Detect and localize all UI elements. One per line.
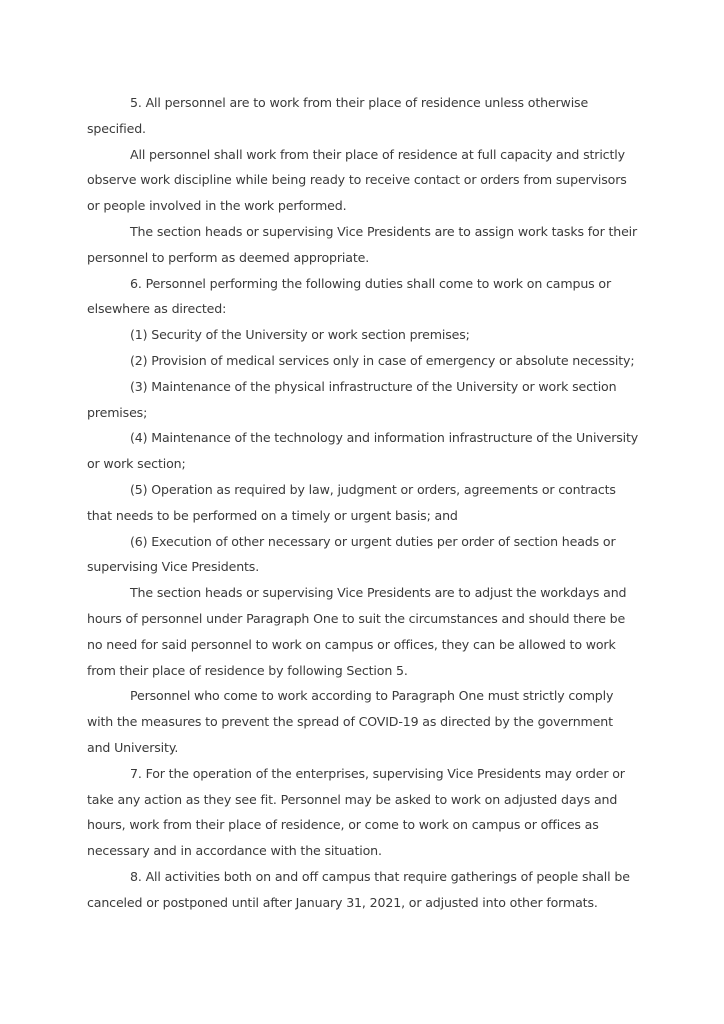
section-6-covid-measures-paragraph: Personnel who come to work according to Paragraph One must strictly comply with the measures to prevent the spread of COVID-19 as directed by the government and University. — [87, 688, 614, 755]
section-8-paragraph: 8. All activities both on and off campus that require gatherings of people shall be canceled or postponed until after January 31, 2021, or adjusted into other formats. — [87, 868, 630, 910]
duty-item-1: (1) Security of the University or work section premises; — [130, 327, 470, 343]
section-5-assign-tasks-paragraph: The section heads or supervising Vice Presidents are to assign work tasks for their personnel to perform as deemed appropriate. — [87, 223, 638, 265]
duty-item-4: (4) Maintenance of the technology and information infrastructure of the University or work section; — [87, 430, 639, 472]
duty-item-5: (5) Operation as required by law, judgment or orders, agreements or contracts that needs to be performed on a timely or urgent basis; and — [87, 481, 616, 523]
section-6-paragraph: 6. Personnel performing the following duties shall come to work on campus or elsewhere as directed: — [87, 275, 612, 317]
section-7-paragraph: 7. For the operation of the enterprises, supervising Vice Presidents may order or take any action as they see fit. Personnel may be asked to work on adjusted days and hours, work from their place of residence, or come to work on campus or offices as necessary and in accordance with the situation. — [87, 765, 625, 859]
section-6-adjust-workdays-paragraph: The section heads or supervising Vice Presidents are to adjust the workdays and hours of personnel under Paragraph One to suit the circumstances and should there be no need for said personnel to work on campus or offices, they can be allowed to work from their place of residence by following Section 5. — [87, 585, 627, 678]
section-5-paragraph: 5. All personnel are to work from their place of residence unless otherwise specified. — [87, 95, 589, 136]
document-body — [87, 90, 639, 916]
section-5-work-from-residence-paragraph: All personnel shall work from their place of residence at full capacity and strictly observe work discipline while being ready to receive contact or orders from supervisors or people involved in the work performed. — [87, 146, 627, 214]
duty-item-6: (6) Execution of other necessary or urgent duties per order of section heads or supervising Vice Presidents. — [87, 533, 616, 575]
duty-item-2: (2) Provision of medical services only in case of emergency or absolute necessity; — [130, 352, 635, 368]
duty-item-3: (3) Maintenance of the physical infrastructure of the University or work section premises; — [87, 378, 617, 420]
